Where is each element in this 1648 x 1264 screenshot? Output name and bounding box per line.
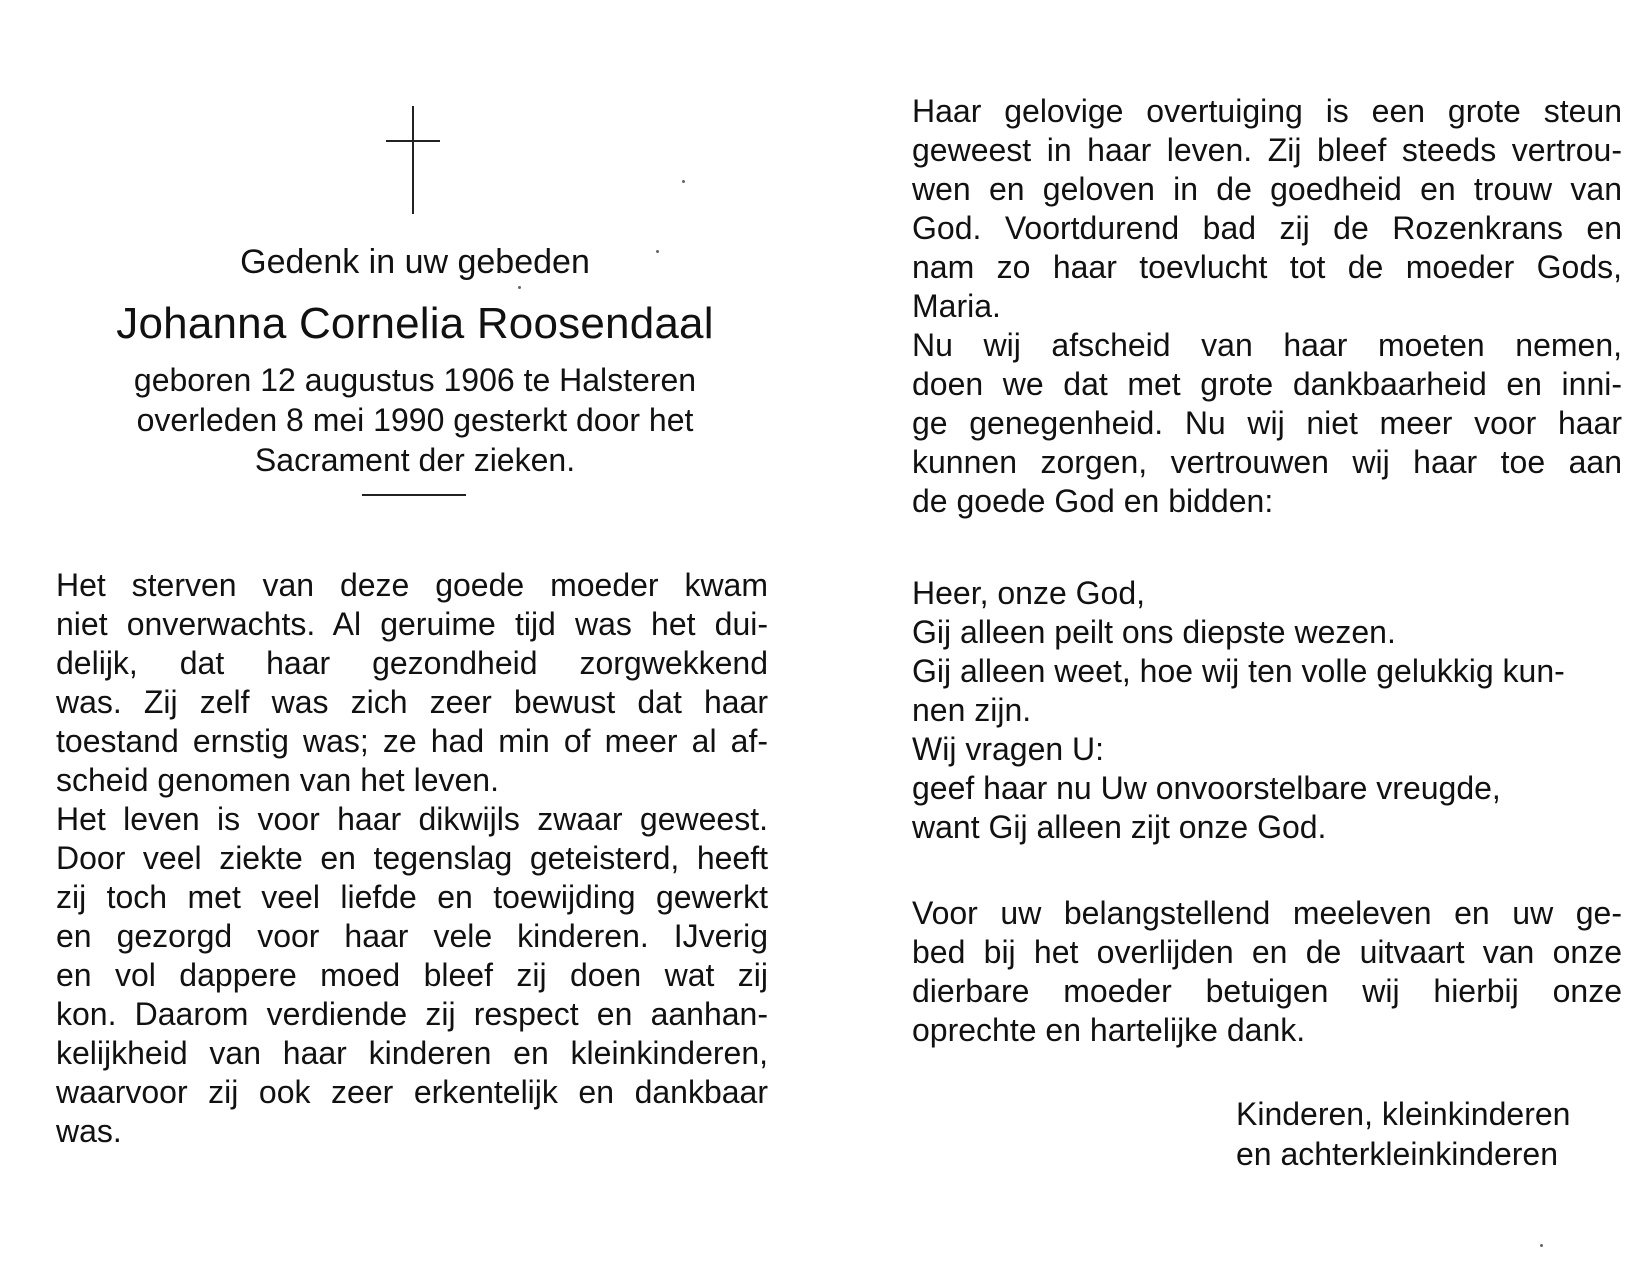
sacrament-line: Sacrament der zieken. [254, 442, 576, 478]
text-line: en vol dappere moed bleef zij doen wat zij [56, 957, 768, 993]
text-line: Maria. [912, 288, 1001, 324]
text-line: God. Voortdurend bad zij de Rozenkrans en [912, 210, 1622, 246]
prayer-line: Gij alleen peilt ons diepste wezen. [912, 614, 1396, 650]
text-line: oprechte en hartelijke dank. [912, 1012, 1306, 1048]
biography-text [56, 566, 768, 1151]
prayer-line: Wij vragen U: [912, 731, 1105, 767]
prayer-line: Heer, onze God, [912, 575, 1146, 611]
birth-line: geboren 12 augustus 1906 te Halsteren [133, 362, 697, 398]
text-line: Het sterven van deze goede moeder kwam [56, 567, 768, 603]
text-line: zij toch met veel liefde en toewijding gewerkt [56, 879, 768, 915]
text-line: toestand ernstig was; ze had min of meer al af- [56, 723, 768, 759]
faith-text [912, 92, 1622, 521]
text-line: waarvoor zij ook zeer erkentelijk en dankbaar [56, 1074, 768, 1110]
text-line: nam zo haar toevlucht tot de moeder Gods, [912, 249, 1622, 285]
text-line: Voor uw belangstellend meeleven en uw ge- [912, 895, 1622, 931]
birth-death-details [60, 360, 770, 480]
text-line: geweest in haar leven. Zij bleef steeds vertrou- [912, 132, 1622, 168]
text-line: Het leven is voor haar dikwijls zwaar geweest. [56, 801, 768, 837]
text-line: Nu wij afscheid van haar moeten nemen, [912, 327, 1622, 363]
text-line: kunnen zorgen, vertrouwen wij haar toe aan [912, 444, 1622, 480]
print-speck [518, 286, 521, 289]
cross-icon [378, 106, 448, 214]
thanks-text [912, 894, 1622, 1050]
text-line: Haar gelovige overtuiging is een grote steun [912, 93, 1622, 129]
text-line: de goede God en bidden: [912, 483, 1274, 519]
prayer-line: geef haar nu Uw onvoorstelbare vreugde, [912, 770, 1501, 806]
text-line: doen we dat met grote dankbaarheid en inni- [912, 366, 1622, 402]
deceased-name: Johanna Cornelia Roosendaal [116, 299, 714, 348]
prayer-line: nen zijn. [912, 692, 1032, 728]
death-line: overleden 8 mei 1990 gesterkt door het [136, 402, 694, 438]
text-line: kon. Daarom verdiende zij respect en aanhan- [56, 996, 768, 1032]
text-line: Door veel ziekte en tegenslag geteisterd, heeft [56, 840, 768, 876]
text-line: ge genegenheid. Nu wij niet meer voor haar [912, 405, 1622, 441]
print-speck [1540, 1244, 1543, 1247]
divider-rule [362, 494, 466, 496]
prayer-line: want Gij alleen zijt onze God. [912, 809, 1327, 845]
text-line: was. [56, 1113, 122, 1149]
intro-line: Gedenk in uw gebeden [240, 243, 590, 281]
text-line: wen en geloven in de goedheid en trouw van [912, 171, 1622, 207]
text-line: en gezorgd voor haar vele kinderen. IJverig [56, 918, 768, 954]
text-line: kelijkheid van haar kinderen en kleinkinderen, [56, 1035, 768, 1071]
text-line: was. Zij zelf was zich zeer bewust dat haar [56, 684, 768, 720]
text-line: delijk, dat haar gezondheid zorgwekkend [56, 645, 768, 681]
prayer-text [912, 574, 1622, 847]
text-line: bed bij het overlijden en de uitvaart van onze [912, 934, 1622, 970]
text-line: dierbare moeder betuigen wij hierbij onze [912, 973, 1622, 1009]
text-line: niet onverwachts. Al geruime tijd was het dui- [56, 606, 768, 642]
family-signature [1236, 1094, 1636, 1174]
signature-line: en achterkleinkinderen [1236, 1136, 1558, 1172]
print-speck [656, 250, 659, 253]
text-line: scheid genomen van het leven. [56, 762, 499, 798]
signature-line: Kinderen, kleinkinderen [1236, 1096, 1571, 1132]
print-speck [682, 180, 685, 183]
prayer-line: Gij alleen weet, hoe wij ten volle gelukkig kun- [912, 653, 1565, 689]
